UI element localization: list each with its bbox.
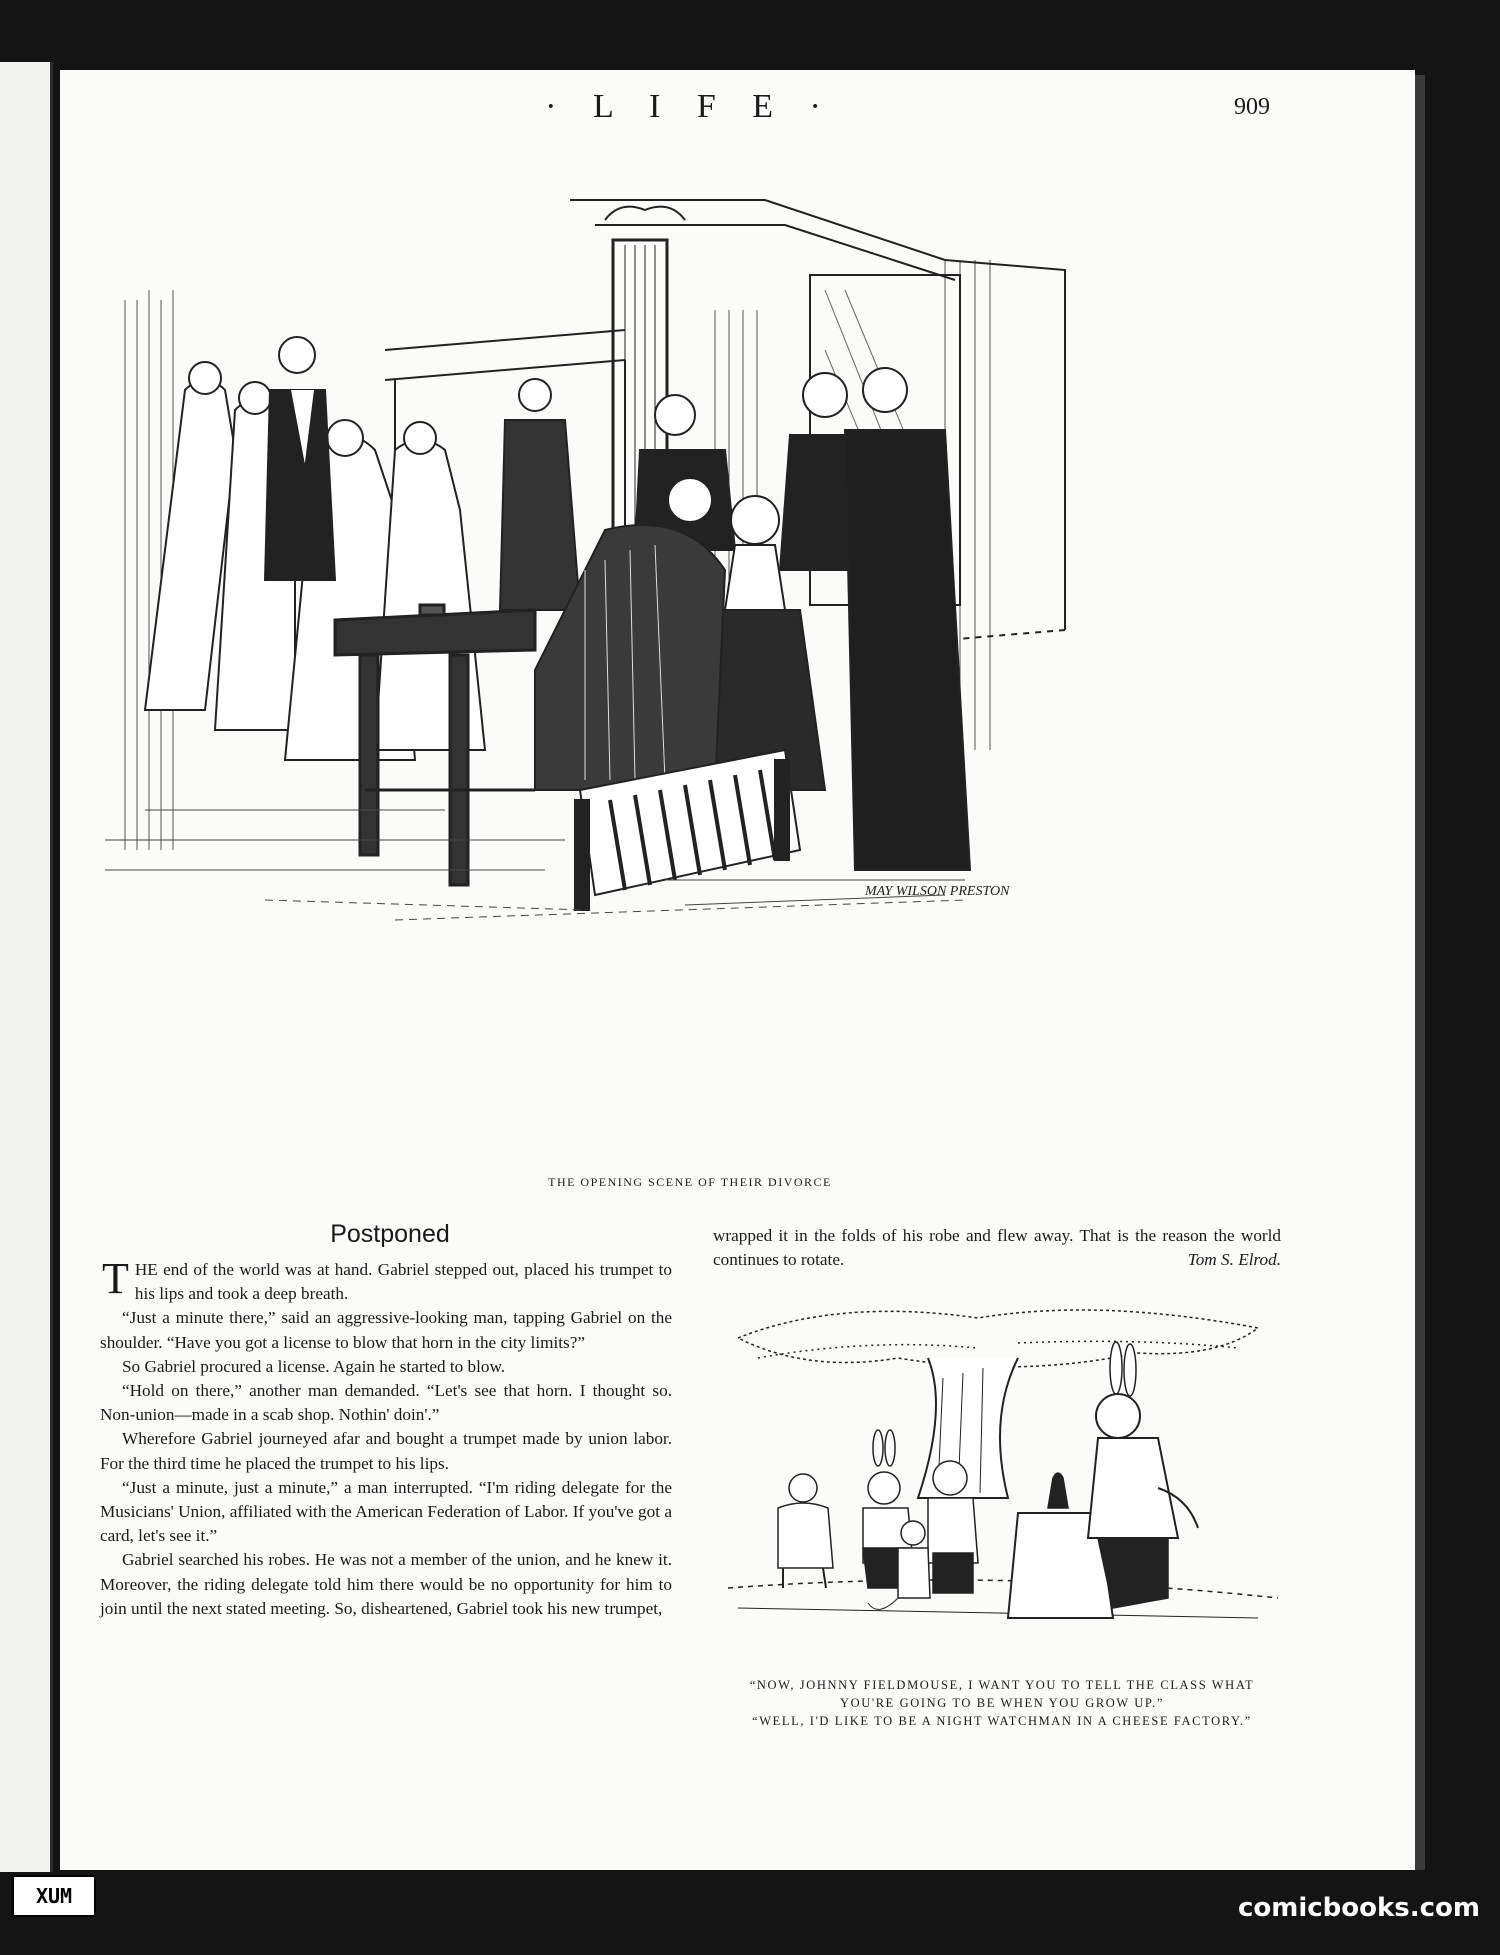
drawing-room-illustration (65, 150, 1275, 1150)
paragraph-text: HE end of the world was at hand. Gabriel stepped out, placed his trumpet to his lips and took a deep breath. (134, 1260, 672, 1304)
article-title: Postponed (330, 1220, 450, 1248)
magazine-title: · L I F E · (545, 88, 835, 125)
xum-badge: XUM (12, 1875, 96, 1917)
page-shadow (1415, 75, 1425, 1870)
article-paragraph: Gabriel searched his robes. He was not a member of the union, and he knew it. Moreover, the riding delegate told him there would be no opportunity for him to join until the next stated meeting. So, disheartened, Gabriel took his new trumpet, (100, 1550, 672, 1618)
fieldmouse-class-cartoon (718, 1298, 1288, 1658)
main-illustration-caption: THE OPENING SCENE OF THEIR DIVORCE (548, 1175, 832, 1189)
site-watermark: comicbooks.com (1237, 1893, 1480, 1923)
article-paragraph: So Gabriel procured a license. Again he started to blow. (122, 1356, 506, 1376)
continuation-text: wrapped it in the folds of his robe and flew away. That is the reason the world continues to rotate. (713, 1226, 1281, 1270)
caption-line: “NOW, JOHNNY FIELDMOUSE, I WANT YOU TO TELL THE CLASS WHAT YOU'RE GOING TO BE WHEN YOU GROW UP.” (749, 1678, 1255, 1710)
main-illustration (65, 150, 1275, 1150)
cartoon-illustration (718, 1298, 1288, 1658)
article-paragraph (100, 1254, 672, 1306)
article-body-left (100, 1254, 672, 1621)
caption-line: “WELL, I'D LIKE TO BE A NIGHT WATCHMAN IN A CHEESE FACTORY.” (752, 1714, 1252, 1728)
article-body-right (713, 1224, 1281, 1272)
adjacent-page-edge (0, 62, 53, 1872)
page-number: 909 (1234, 94, 1270, 120)
article-paragraph: Wherefore Gabriel journeyed afar and bought a trumpet made by union labor. For the third time he placed the trumpet to his lips. (100, 1429, 672, 1473)
author-signature: Tom S. Elrod. (1187, 1250, 1281, 1270)
article-paragraph: “Just a minute there,” said an aggressive-looking man, tapping Gabriel on the shoulder. “Have you got a license to blow that horn in the city limits?” (100, 1308, 672, 1352)
artist-signature: MAY WILSON PRESTON (865, 884, 1010, 899)
article-paragraph: “Hold on there,” another man demanded. “Let's see that horn. I thought so. Non-union—made in a scab shop. Nothin' doin'.” (100, 1381, 672, 1425)
article-paragraph: “Just a minute, just a minute,” a man interrupted. “I'm riding delegate for the Musicians' Union, affiliated with the American Federation of Labor. If you've got a card, let's see it.” (100, 1477, 672, 1546)
dropcap: T (102, 1254, 129, 1303)
article-continuation (713, 1224, 1281, 1272)
cartoon-caption (728, 1676, 1276, 1730)
